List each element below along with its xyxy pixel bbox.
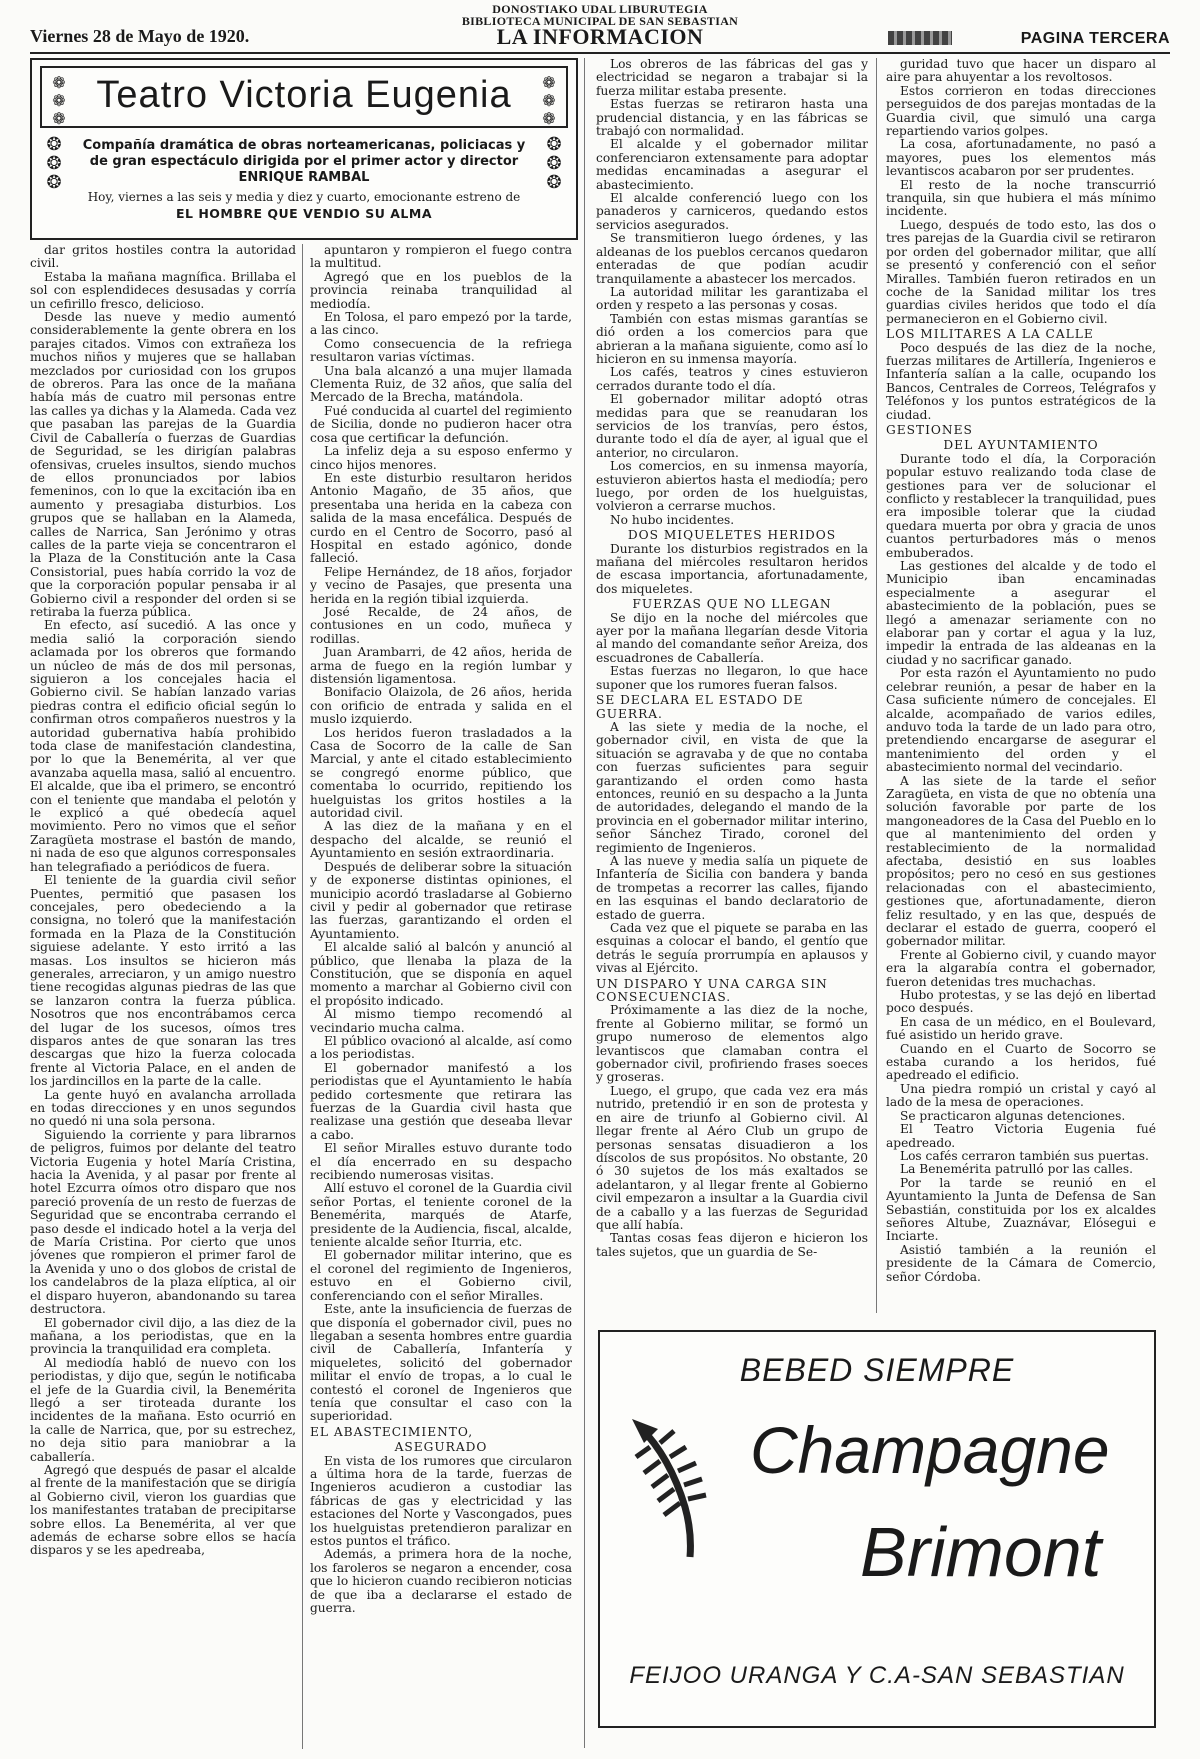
column-rule — [302, 244, 303, 1749]
paragraph: Después de deliberar sobre la situación y de exponerse distintas opiniones, el municipio acordó trasladarse al Gobierno civil y pedir al gobernador que retirase las fuerzas, garantizando el orden el Ayuntamiento. — [310, 859, 572, 941]
paragraph: Cuando en el Cuarto de Socorro se estaba curando a los heridos, fué apedreado el edificio. — [886, 1041, 1156, 1083]
ornament-icon: ❁ ❁ ❁ — [52, 73, 66, 128]
ornament-icon: ❁ ❁ ❁ — [542, 73, 556, 128]
theatre-title: Teatro Victoria Eugenia — [96, 74, 512, 116]
paragraph: Bonifacio Olaizola, de 26 años, herida con orificio de entrada y salida en el muslo izquierdo. — [310, 685, 572, 727]
company-description: Compañía dramática de obras norteamericanas, policiacas y de gran espectáculo dirigida por el primer actor y director — [82, 138, 526, 169]
paragraph: Próximamente a las diez de la noche, frente al Gobierno militar, se formó un grupo numeroso de elementos algo levantiscos que clamaban contra el gobernador civil, profiriendo frases soeces y groseras. — [596, 1003, 868, 1085]
column-1 — [30, 244, 296, 1744]
ornament-icon: ❂ ❂ ❂ — [46, 134, 62, 193]
section-heading: GESTIONES — [886, 422, 973, 437]
paragraph: Cada vez que el piquete se paraba en las esquinas a colocar el bando, el gentío que detrás le seguía prorrumpía en aplausos y vivas al Ejército. — [596, 921, 868, 976]
paragraph: La gente huyó en avalancha arrollada en todas direcciones y en unos segundos no quedó ni una sola persona. — [30, 1087, 296, 1129]
paragraph: También con estas mismas garantías se dió orden a los comercios para que abrieran a la mañana siguiente, como así lo hicieron en su inmensa mayoría. — [596, 311, 868, 366]
paragraph: Por la tarde se reunió en el Ayuntamiento la Junta de Defensa de San Sebastián, constituida por los ex alcaldes señores Altube, Zuaznávar, Elósegui e Inciarte. — [886, 1175, 1156, 1244]
paragraph: No hubo incidentes. — [610, 512, 735, 527]
library-name-spanish: BIBLIOTECA MUNICIPAL DE SAN SEBASTIAN — [461, 14, 739, 28]
section-heading: EL ABASTECIMIENTO, — [310, 1424, 474, 1439]
ad-distributor: FEIJOO URANGA Y C.A-SAN SEBASTIAN — [629, 1662, 1125, 1689]
masthead — [0, 0, 1200, 52]
paragraph: Juan Arambarri, de 42 años, herida de arma de fuego en la región lumbar y distensión ligamentosa. — [310, 645, 572, 686]
paragraph: dar gritos hostiles contra la autoridad civil. — [30, 244, 296, 271]
paragraph: El Teatro Victoria Eugenia fué apedreado. — [886, 1122, 1156, 1150]
paragraph: apuntaron y rompieron el fuego contra la multitud. — [310, 244, 572, 271]
paragraph: Luego, el grupo, que cada vez era más nutrido, pretendió ir en son de protesta y en aire de triunfo al Gobierno civil. Al llegar frente al Aéro Club un grupo de personas sensatas disuadieron a los díscolos de sus propósitos. No obstante, 20 ó 30 sujetos de los más exaltados se adelantaron, y al llegar frente al Gobierno civil empezaron a insultar a la Guardia civil de a caballo y a las fuerzas de Seguridad que allí había. — [596, 1083, 868, 1232]
paragraph: A las diez de la mañana y en el despacho del alcalde, se reunió el Ayuntamiento en sesión extraordinaria. — [310, 819, 572, 861]
paragraph: El público ovacionó al alcalde, así como a los periodistas. — [310, 1033, 572, 1062]
paragraph: Los cafés cerraron también sus puertas. — [900, 1148, 1149, 1163]
paragraph: El gobernador militar interino, que es el coronel del regimiento de Ingenieros, estuvo en el Gobierno civil, conferenciando con el señor Miralles. — [310, 1248, 572, 1303]
theatre-advertisement — [30, 58, 578, 240]
section-heading: SE DECLARA EL ESTADO DE GUERRA. — [596, 693, 804, 721]
paragraph: Estas fuerzas no llegaron, lo que hace suponer que los rumores fueran falsos. — [596, 664, 868, 692]
section-heading: LOS MILITARES A LA CALLE — [886, 327, 1094, 342]
paragraph: Frente al Gobierno civil, y cuando mayor era la algarabía contra el gobernador, fueron detenidas tres muchachas. — [886, 947, 1156, 989]
paragraph: En Tolosa, el paro empezó por la tarde, a las cinco. — [310, 310, 572, 338]
paragraph: Por esta razón el Ayuntamiento no pudo celebrar reunión, a pesar de haber en la Casa suficiente número de concejales. El alcalde, acompañado de varios ediles, anduvo toda la tarde de un lado para otro, pretendiendo encargarse de asegurar el mantenimiento del orden y el abastecimiento normal del vecindario. — [886, 666, 1156, 775]
paragraph: Durante los disturbios registrados en la mañana del miércoles resultaron heridos de escasa importancia, afortunadamente, dos miqueletes. — [596, 541, 868, 596]
column-4 — [886, 58, 1156, 1308]
paragraph: Estaba la mañana magnífica. Brillaba el sol con esplendideces desusadas y corría un cefirillo fresco, delicioso. — [30, 269, 296, 311]
paragraph: Los cafés, teatros y cines estuvieron cerrados durante todo el día. — [596, 365, 868, 393]
paragraph: Siguiendo la corriente y para librarnos de peligros, fuimos por delante del teatro Victoria Eugenia y hotel María Cristina, hacia la Avenida, y al pasar por frente al hotel Ezcurra oímos otro disparo que nos pareció provenía de un resto de fuerzas de Seguridad que se encontraba cerrando el paso desde el indicado hotel a la verja del de María Cristina. Por cierto que unos jóvenes que rompieron el primer farol de la Avenida y uno o dos globos de cristal de los candelabros de la plaza elíptica, al oir el disparo huyeron, abandonando su tarea destructora. — [30, 1127, 296, 1317]
paragraph: Los heridos fueron trasladados a la Casa de Socorro de la calle de San Marcial, y ante el citado establecimiento se congregó enorme público, que comentaba lo ocurrido, repitiendo los huelguistas los gritos hostiles a la autoridad civil. — [310, 725, 572, 821]
paragraph: Los obreros de las fábricas del gas y electricidad se negaron a trabajar si la fuerza militar estaba presente. — [596, 58, 868, 98]
ornament-icon: ❂ ❂ ❂ — [546, 134, 562, 193]
paragraph: Luego, después de todo esto, las dos o tres parejas de la Guardia civil se retiraron por orden del gobernador militar, que allí se presentó y conferenció con el señor Miralles. También fueron retirados en un coche de la Sanidad militar los tres guardias civiles heridos que todo el día permanecieron en el Gobierno civil. — [886, 217, 1156, 326]
theatre-title-frame — [40, 66, 568, 128]
paragraph: La cosa, afortunadamente, no pasó a mayores, pues los elementos más levantiscos acabaron por ser prudentes. — [886, 137, 1156, 179]
paragraph: Los comercios, en su inmensa mayoría, estuvieron abiertos hasta el mediodía; pero luego, por orden de los huelguistas, volvieron a cerrarse muchos. — [596, 459, 868, 514]
column-rule — [876, 58, 877, 1313]
paragraph: Agregó que en los pueblos de la provincia reinaba tranquilidad al mediodía. — [310, 269, 572, 311]
paragraph: Al mismo tiempo recomendó al vecindario mucha calma. — [310, 1007, 572, 1035]
paragraph: A las nueve y media salía un piquete de Infantería de Sicilia con bandera y banda de trompetas a recorrer las calles, fijando en las esquinas el bando declaratorio de estado de guerra. — [596, 853, 868, 922]
paragraph: El gobernador civil dijo, a las diez de la mañana, a los periodistas, que en la provincia la tranquilidad era completa. — [30, 1315, 296, 1357]
paragraph: Se practicaron algunas detenciones. — [900, 1108, 1126, 1123]
paragraph: Además, a primera hora de la noche, los faroleros se negaron a encender, cosa que lo hicieron cuando recibieron noticias de que iba a declararse el estado de guerra. — [310, 1547, 572, 1616]
header-rule — [30, 52, 1170, 54]
section-heading: ASEGURADO — [394, 1440, 488, 1455]
paragraph: Como consecuencia de la refriega resultaron varias víctimas. — [310, 336, 572, 365]
print-smudge — [888, 31, 952, 45]
paragraph: José Recalde, de 24 años, de contusiones en un codo, muñeca y rodillas. — [310, 604, 572, 646]
section-heading: DEL AYUNTAMIENTO — [943, 438, 1099, 453]
paragraph: El gobernador manifestó a los periodistas que el Ayuntamiento le había pedido cortesmente que retirara las fuerzas de la Guardia civil hasta que realizase una gestión que deseaba llevar a cabo. — [310, 1060, 572, 1142]
paragraph: En efecto, así sucedió. A las once y media salió la corporación siendo aclamada por los obreros que formando un núcleo de más de dos mil personas, siguieron a los concejales hacia el Gobierno civil. Se habían lanzado varias piedras contra el edificio oficial según lo confirman otros compañeros nuestros y la autoridad gubernativa había prohibido toda clase de manifestación clandestina, por lo que la Benemérita, al ver que avanzaba aquella masa, salió al encuentro. El alcalde, que iba el primero, se encontró con el teniente que mandaba el pelotón y le explicó a qué obedecía aquel movimiento. Pero no vimos que el señor Zaragüeta mostrase el bastón de mando, ni nada de eso que algunos corresponsales han telegrafiado a periódicos de fuera. — [30, 618, 296, 874]
paragraph: El señor Miralles estuvo durante todo el día encerrado en su despacho recibiendo numerosas visitas. — [310, 1141, 572, 1183]
section-heading: UN DISPARO Y UNA CARGA SIN CONSECUENCIAS. — [596, 976, 828, 1005]
paragraph: Poco después de las diez de la noche, fuerzas militares de Artillería, Ingenieros e Infantería salían a la calle, ocupando los Bancos, Centrales de Correos, Telégrafos y Teléfonos y los puntos estratégicos de la ciudad. — [886, 340, 1156, 422]
play-title: EL HOMBRE QUE VENDIO SU ALMA — [175, 206, 433, 221]
paragraph: Las gestiones del alcalde y de todo el Municipio iban encaminadas especialmente a asegurar el abastecimiento de la población, pues se llegó a amenazar seriamente con no elaborar pan y cortar el agua y la luz, impedir la entrada de las aldeanas en la ciudad y no sacrificar ganado. — [886, 559, 1156, 667]
paragraph: La autoridad militar les garantizaba el orden y respeto a las personas y cosas. — [596, 284, 868, 313]
performance-time: Hoy, viernes a las seis y media y diez y cuarto, emocionante estreno de — [87, 190, 521, 204]
paragraph: Felipe Hernández, de 18 años, forjador y vecino de Pasajes, que presenta una herida en la región tibial izquierda. — [310, 564, 572, 606]
director-name: ENRIQUE RAMBAL — [238, 170, 370, 185]
paragraph: Una bala alcanzó a una mujer llamada Clementa Ruiz, de 32 años, que salía del Mercado de la Brecha, matándola. — [310, 363, 572, 405]
paragraph: En casa de un médico, en el Boulevard, fué asistido un herido grave. — [886, 1014, 1156, 1043]
paragraph: Asistió también a la reunión el presidente de la Cámara de Comercio, señor Córdoba. — [886, 1242, 1156, 1284]
section-heading: FUERZAS QUE NO LLEGAN — [632, 597, 832, 612]
paragraph: Allí estuvo el coronel de la Guardia civil señor Portas, el teniente coronel de la Benemérita, marqués de Atarfe, presidente de la Audiencia, fiscal, alcalde, teniente alcalde señor Iturria, etc. — [310, 1181, 572, 1250]
paragraph: Estas fuerzas se retiraron hasta una prudencial distancia, y en las fábricas se trabajó con normalidad. — [596, 97, 868, 139]
paragraph: Estos corrieron en todas direcciones perseguidos de dos parejas montadas de la Guardia civil, que simuló una carga repartiendo varios golpes. — [886, 83, 1156, 139]
paragraph: El teniente de la guardia civil señor Puentes, permitió que pasasen los concejales, pero obedeciendo a la consigna, no toleró que la manifestación formada en la Plaza de la Constitución siguiese adelante. Y esto irritó a las masas. Los insultos se hicieron más generales, arreciaron, y un amigo nuestro tiene recogidas algunas piedras de las que se lanzaron contra la fuerza pública. Nosotros que nos encontrábamos cerca del lugar de los sucesos, oímos tres disparos antes de que sonaran las tres descargas que hizo la fuerza colocada frente al Victoria Palace, en el anden de los jardincillos en la parte de la calle. — [30, 873, 296, 1089]
paragraph: Hubo protestas, y se las dejó en libertad poco después. — [886, 988, 1156, 1016]
paragraph: El gobernador militar adoptó otras medidas para que se reanudaran los servicios de los tranvías, pero éstos, durante todo el día de ayer, al igual que el anterior, no circularon. — [596, 392, 868, 460]
paragraph: A las siete de la tarde el señor Zaragüeta, en vista de que no obtenía una solución favorable por parte de los mangoneadores de la Casa del Pueblo en lo que al mantenimiento del orden y restablecimiento de la normalidad afectaba, desistió en sus loables propósitos; pero no cesó en sus gestiones relacionadas con el abastecimiento, gestiones que, afortunadamente, dieron feliz resultado, y en las que, después de declarar el estado de guerra, cooperó el gobernador militar. — [886, 773, 1156, 949]
library-name-basque: DONOSTIAKO UDAL LIBURUTEGIA — [492, 2, 708, 16]
paragraph: El resto de la noche transcurrió tranquila, sin que hubiera el más mínimo incidente. — [886, 177, 1156, 219]
paragraph: El alcalde conferenció luego con los panaderos y carniceros, quedando estos servicios asegurados. — [596, 191, 868, 232]
paragraph: Se dijo en la noche del miércoles que ayer por la mañana llegarían desde Vitoria al mando del comandante señor Areiza, dos escuadrones de Caballería. — [596, 610, 868, 665]
paragraph: El alcalde y el gobernador militar conferenciaron extensamente para adoptar medidas encaminadas a asegurar el abastecimiento. — [596, 137, 868, 192]
paragraph: En este disturbio resultaron heridos Antonio Magaño, de 35 años, que presentaba una herida en la cabeza con salida de la masa encefálica. Después de curdo en el Centro de Socorro, pasó al Hospital en estado agónico, donde falleció. — [310, 470, 572, 566]
arrow-logo-icon — [630, 1417, 760, 1567]
paragraph: La infeliz deja a su esposo enfermo y cinco hijos menores. — [310, 444, 572, 472]
paragraph: Agregó que después de pasar el alcalde al frente de la manifestación que se dirigía al Gobierno civil, vieron los guardias que los manifestantes trataban de precipitarse sobre ellos. La Benemérita, al ver que además de echarse sobre ellos se hacía disparos y se les apedreaba, — [30, 1462, 296, 1558]
paragraph: En vista de los rumores que circularon a última hora de la tarde, fuerzas de Ingenieros acudieron a custodiar las fábricas de gas y electricidad y las estaciones del Norte y Vascongados, pues los huelguistas pretendieron paralizar en estos puntos el tráfico. — [310, 1453, 572, 1548]
newspaper-title: LA INFORMACION — [496, 24, 704, 49]
page-label: PAGINA TERCERA — [1020, 30, 1170, 47]
brand-name-champagne: Champagne — [750, 1413, 1110, 1487]
brand-name-brimont: Brimont — [860, 1513, 1102, 1591]
paragraph: Se transmitieron luego órdenes, y las aldeanas de los pueblos cercanos quedaron enteradas de que podían acudir tranquilamente a abastecer los mercados. — [596, 231, 868, 286]
paragraph: El alcalde salió al balcón y anunció al público, que llenaba la plaza de la Constitución, que se disponía en aquel momento a marchar al Gobierno civil con el propósito indicado. — [310, 940, 572, 1008]
paragraph: Tantas cosas feas dijeron e hicieron los tales sujetos, que un guardia de Se- — [596, 1231, 868, 1259]
column-rule — [584, 58, 585, 1748]
paragraph: La Benemérita patrulló por las calles. — [900, 1162, 1134, 1177]
issue-date: Viernes 28 de Mayo de 1920. — [30, 26, 250, 46]
paragraph: Fué conducida al cuartel del regimiento de Sicilia, donde no pudieron hacer otra cosa que certificar la defunción. — [310, 403, 572, 445]
paragraph: A las siete y media de la noche, el gobernador civil, en vista de que la situación se agravaba y de que no contaba con fuerzas suficientes para seguir garantizando el orden como hasta entonces, reunió en su despacho a la Junta de autoridades, delegando el mando de la provincia en el gobernador militar interino, señor Sánchez Tirado, coronel del regimiento de Ingenieros. — [596, 719, 868, 855]
paragraph: guridad tuvo que hacer un disparo al aire para ahuyentar a los revoltosos. — [886, 58, 1156, 85]
theatre-company — [72, 138, 536, 186]
column-3 — [596, 58, 868, 1308]
paragraph: Durante todo el día, la Corporación popular estuvo realizando toda clase de gestiones para ver de solucionar el conflicto y restablecer la tranquilidad, pues era imposible tolerar que la ciudad quedara muerta por obra y gracia de unos cuantos perturbadores más o menos embuberados. — [886, 451, 1156, 560]
paragraph: Al mediodía habló de nuevo con los periodistas, y dijo que, según le notificaba el jefe de la Guardia civil, la Benemérita llegó a ser tiroteada durante los incidentes de la mañana. Esto ocurrió en la calle de Narrica, que, por su estrechez, no deja sitio para maniobrar a la caballería. — [30, 1355, 296, 1464]
paragraph: Este, ante la insuficiencia de fuerzas de que disponía el gobernador civil, pues no llegaban a sesenta hombres entre guardia civil de Caballería, Infantería y miqueletes, solicitó del gobernador militar el envío de tropas, a lo cual le contestó el coronel de Ingenieros que tenía que consultar el caso con la superioridad. — [310, 1302, 572, 1424]
paragraph: Desde las nueve y medio aumentó considerablemente la gente obrera en los parajes citados. Vimos con extrañeza los muchos niños y mujeres que se hallaban mezclados por curiosidad con los grupos de obreros. Para las once de la mañana había más de cuatro mil personas entre las calles ya dichas y la Alameda. Cada vez que pasaban las parejas de la Guardia Civil de Caballería o fuerzas de Guardias de Seguridad, se les dirigían palabras ofensivas, crueles insultos, siendo muchos de ellos pronunciados por labios femeninos, con lo que la excitación iba en aumento y presagiaba disturbios. Los grupos que se hallaban en la Alameda, calles de Narrica, San Jerónimo y otras calles de la parte vieja se concentraron el la Plaza de la Constitución ante la Casa Consistorial, pues había corrido la voz de que la corporación popular pensaba ir al Gobierno civil a responder del orden si se retiraba la fuerza pública. — [30, 310, 296, 619]
paragraph: Una piedra rompió un cristal y cayó al lado de la mesa de operaciones. — [886, 1081, 1156, 1110]
champagne-advertisement — [598, 1330, 1156, 1728]
column-2 — [310, 244, 572, 1744]
section-heading: DOS MIQUELETES HERIDOS — [627, 528, 837, 543]
ad-slogan: BEBED SIEMPRE — [739, 1352, 1015, 1388]
